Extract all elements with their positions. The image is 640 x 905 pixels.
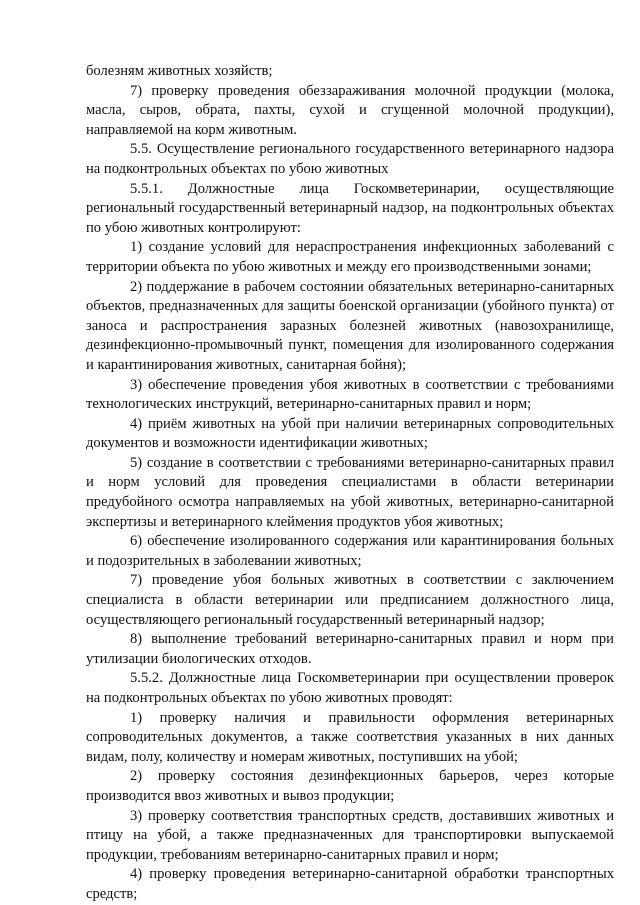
paragraph-5-5-2: 5.5.2. Должностные лица Госкомветеринарии при осуществлении проверок на подконтрольных объектах по убою животных проводят: bbox=[86, 670, 614, 706]
list-item: 5) создание в соответствии с требованиями ветеринарно-санитарных правил и норм условий для проведения специалистами в области ветеринарии предубойного осмотра направляемых на убой животных, ветеринарно-санитарной экспертизы и ветеринарного клеймения продуктов убоя животных; bbox=[86, 454, 614, 530]
list-item: 4) проверку проведения ветеринарно-санитарной обработки транспортных средств; bbox=[86, 866, 614, 902]
list-item: 2) поддержание в рабочем состоянии обязательных ветеринарно-санитарных объектов, предназначенных для защиты боенской организации (убойного пункта) от заноса и распространения заразных болезней животных (навозохранилище, дезинфекционно-промывочный пункт, помещения для изолированного содержания и карантинирования животных, санитарная бойня); bbox=[86, 278, 614, 373]
paragraph-1: 7) проверку проведения обеззараживания молочной продукции (молока, масла, сыров, обрата, пахты, сухой и сгущенной молочной продукции), направляемой на корм животным. bbox=[86, 82, 614, 138]
list-item: 3) обеспечение проведения убоя животных в соответствии с требованиями технологических инструкций, ветеринарно-санитарных правил и норм; bbox=[86, 376, 614, 413]
list-item: 2) проверку состояния дезинфекционных барьеров, через которые производится ввоз животных и вывоз продукции; bbox=[86, 768, 614, 804]
list-item: 1) проверку наличия и правильности оформления ветеринарных сопроводительных документов, а также соответствия указанных в них данных видам, полу, количеству и номерам животных, поступивших на убой; bbox=[86, 709, 614, 765]
list-item: 4) приём животных на убой при наличии ветеринарных сопроводительных документов и возможности идентификации животных; bbox=[86, 415, 614, 452]
paragraph-0: болезням животных хозяйств; bbox=[86, 63, 273, 79]
list-item: 1) создание условий для нераспространения инфекционных заболеваний с территории объекта по убою животных и между его производственными зонами; bbox=[86, 239, 614, 275]
list-item: 8) выполнение требований ветеринарно-санитарных правил и норм при утилизации биологических отходов. bbox=[86, 631, 614, 667]
list-item: 3) проверку соответствия транспортных средств, доставивших животных и птицу на убой, а также предназначенных для транспортировки выпускаемой продукции, требованиям ветеринарно-санитарных правил и норм; bbox=[86, 807, 614, 863]
document-page bbox=[86, 62, 614, 905]
section-heading-5-5: 5.5. Осуществление регионального государственного ветеринарного надзора на подконтрольных объектах по убою животных bbox=[86, 141, 614, 177]
paragraph-5-5-1: 5.5.1. Должностные лица Госкомветеринарии, осуществляющие региональный государственный ветеринарный надзор, на подконтрольных объектах по убою животных контролируют: bbox=[86, 180, 614, 236]
list-item: 7) проведение убоя больных животных в соответствии с заключением специалиста в области ветеринарии или предписанием должностного лица, осуществляющего региональный государственный ветеринарный надзор; bbox=[86, 572, 614, 628]
list-item: 6) обеспечение изолированного содержания или карантинирования больных и подозрительных в заболевании животных; bbox=[86, 533, 614, 569]
